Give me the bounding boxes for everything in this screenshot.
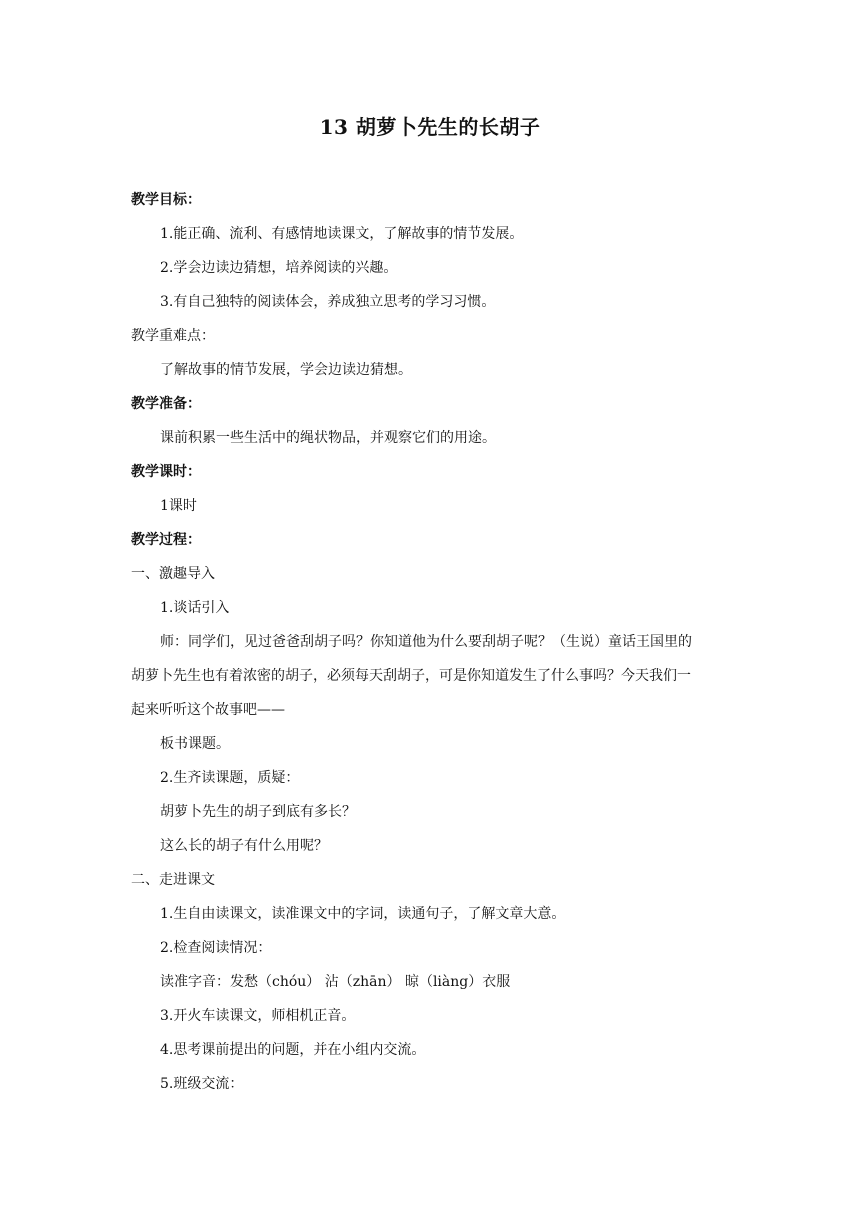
part1-paragraph-line-1: 师：同学们，见过爸爸刮胡子吗？你知道他为什么要刮胡子呢？（生说）童话王国里的 — [160, 634, 692, 650]
part1-question-1: 胡萝卜先生的胡子到底有多长？ — [160, 804, 356, 820]
part1-step2: 2.生齐读课题，质疑： — [160, 770, 300, 786]
part2-step3: 3.开火车读课文，师相机正音。 — [160, 1008, 356, 1024]
part2-step2: 2.检查阅读情况： — [160, 940, 272, 956]
goal-item-2: 2.学会边读边猜想，培养阅读的兴趣。 — [160, 260, 398, 276]
keypoints-heading: 教学重难点： — [131, 328, 215, 344]
goals-heading: 教学目标： — [131, 192, 201, 208]
part1-heading: 一、激趣导入 — [131, 566, 215, 582]
part2-step5: 5.班级交流： — [160, 1076, 244, 1092]
part1-board: 板书课题。 — [160, 736, 230, 752]
part1-question-2: 这么长的胡子有什么用呢？ — [160, 838, 328, 854]
prep-heading: 教学准备： — [131, 396, 201, 412]
hours-heading: 教学课时： — [131, 464, 201, 480]
keypoints-text: 了解故事的情节发展，学会边读边猜想。 — [160, 362, 412, 378]
process-heading: 教学过程： — [131, 532, 201, 548]
page-title: 13 胡萝卜先生的长胡子 — [319, 115, 541, 139]
part2-heading: 二、走进课文 — [131, 872, 215, 888]
part2-step1: 1.生自由读课文，读准课文中的字词，读通句子，了解文章大意。 — [160, 906, 566, 922]
prep-text: 课前积累一些生活中的绳状物品，并观察它们的用途。 — [160, 430, 496, 446]
part1-step1: 1.谈话引入 — [160, 600, 230, 616]
goal-item-3: 3.有自己独特的阅读体会，养成独立思考的学习习惯。 — [160, 294, 496, 310]
hours-text: 1课时 — [160, 498, 197, 514]
goal-item-1: 1.能正确、流利、有感情地读课文，了解故事的情节发展。 — [160, 226, 524, 242]
part1-paragraph-line-3: 起来听听这个故事吧—— — [131, 702, 285, 718]
part2-pronunciation: 读准字音：发愁（chóu） 沾（zhān） 晾（liàng）衣服 — [160, 974, 511, 990]
part2-step4: 4.思考课前提出的问题，并在小组内交流。 — [160, 1042, 426, 1058]
part1-paragraph-line-2: 胡萝卜先生也有着浓密的胡子，必须每天刮胡子，可是你知道发生了什么事吗？今天我们一 — [131, 668, 691, 684]
